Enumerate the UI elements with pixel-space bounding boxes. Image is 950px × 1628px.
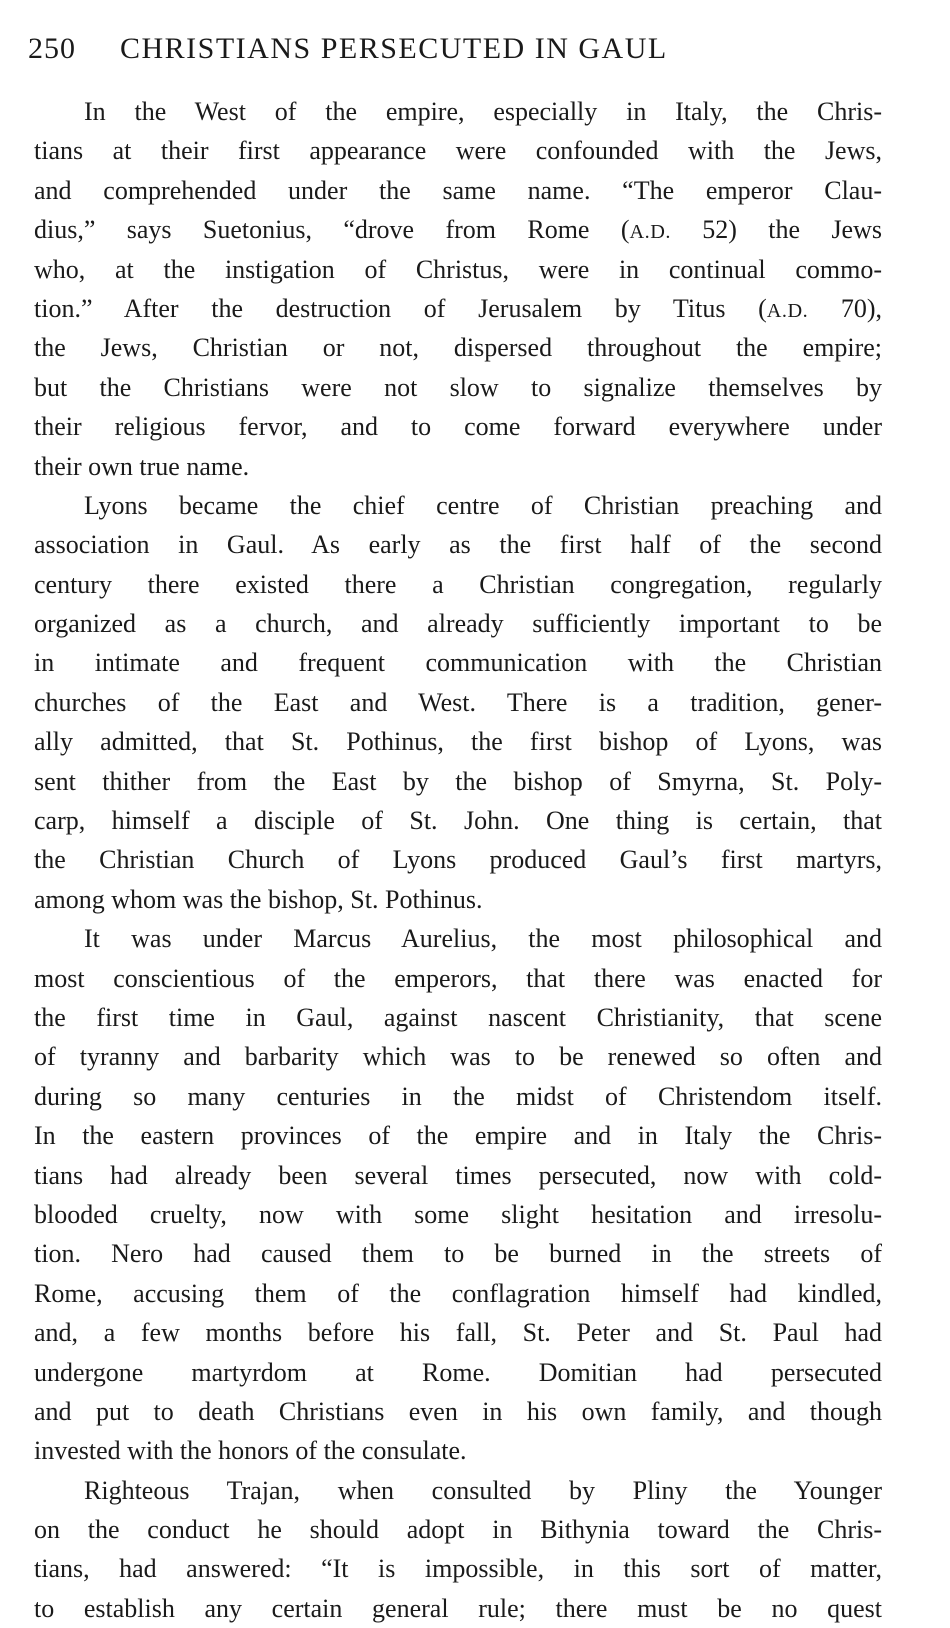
text-line: tion. Nero had caused them to be burned in the streets of [34, 1239, 882, 1269]
text-line: century there existed there a Christian congregation, regularly [34, 569, 882, 599]
text-line: invested with the honors of the consulate. [34, 1436, 467, 1466]
text-line: and put to death Christians even in his own family, and though [34, 1396, 882, 1426]
text-line: Rome, accusing them of the conflagration himself had kindled, [34, 1278, 882, 1308]
text-line: of tyranny and barbarity which was to be renewed so often and [34, 1042, 882, 1072]
text-line: tians, had answered: “It is impossible, in this sort of matter, [34, 1554, 882, 1584]
text-line: most conscientious of the emperors, that there was enacted for [34, 963, 882, 993]
text-line: carp, himself a disciple of St. John. One thing is certain, that [34, 806, 882, 836]
text-line: In the eastern provinces of the empire and in Italy the Chris- [34, 1121, 882, 1151]
page-number: 250 [28, 32, 76, 65]
text-line: tians at their first appearance were confounded with the Jews, [34, 136, 882, 166]
text-line: who, at the instigation of Christus, were in continual commo- [34, 254, 882, 284]
text-line: and comprehended under the same name. “The emperor Clau- [34, 175, 882, 205]
text-line: their own true name. [34, 451, 250, 481]
text-line: tians had already been several times persecuted, now with cold- [34, 1160, 882, 1190]
text-line: Lyons became the chief centre of Christian preaching and [84, 490, 882, 520]
paragraph [34, 919, 882, 1470]
text-line: In the West of the empire, especially in Italy, the Chris- [84, 97, 882, 126]
text-line: among whom was the bishop, St. Pothinus. [34, 884, 483, 914]
text-line: association in Gaul. As early as the first half of the second [34, 530, 882, 560]
text-line: churches of the East and West. There is a tradition, gener- [34, 687, 882, 717]
text-line: in intimate and frequent communication with the Christian [34, 648, 882, 678]
text-line: on the conduct he should adopt in Bithynia toward the Chris- [34, 1515, 882, 1545]
text-line: dius,” says Suetonius, “drove from Rome (A.D. 52) the Jews [34, 215, 882, 245]
text-line: It was under Marcus Aurelius, the most philosophical and [84, 924, 882, 954]
text-line: their religious fervor, and to come forward everywhere under [34, 412, 882, 442]
page-title: CHRISTIANS PERSECUTED IN GAUL [120, 32, 668, 65]
text-line: ally admitted, that St. Pothinus, the first bishop of Lyons, was [34, 727, 882, 757]
text-line: but the Christians were not slow to signalize themselves by [34, 372, 882, 402]
text-line: to establish any certain general rule; there must be no quest [34, 1593, 882, 1623]
text-line: the first time in Gaul, against nascent Christianity, that scene [34, 1002, 882, 1032]
text-line: sent thither from the East by the bishop of Smyrna, St. Poly- [34, 766, 882, 796]
running-head [28, 30, 908, 74]
text-line: Righteous Trajan, when consulted by Pliny the Younger [84, 1475, 882, 1505]
paragraph [34, 486, 882, 919]
text-line: blooded cruelty, now with some slight hesitation and irresolu- [34, 1199, 882, 1229]
text-line: organized as a church, and already sufficiently important to be [34, 609, 882, 639]
text-line: the Jews, Christian or not, dispersed throughout the empire; [34, 333, 882, 363]
text-line: the Christian Church of Lyons produced Gaul’s first martyrs, [34, 845, 882, 875]
text-line: tion.” After the destruction of Jerusalem by Titus (A.D. 70), [34, 293, 882, 323]
paragraph [34, 92, 882, 486]
paragraph [34, 1471, 882, 1628]
body-text [34, 92, 882, 1628]
text-line: and, a few months before his fall, St. Peter and St. Paul had [34, 1318, 882, 1348]
text-line: undergone martyrdom at Rome. Domitian had persecuted [34, 1357, 882, 1387]
text-line: during so many centuries in the midst of Christendom itself. [34, 1081, 882, 1111]
